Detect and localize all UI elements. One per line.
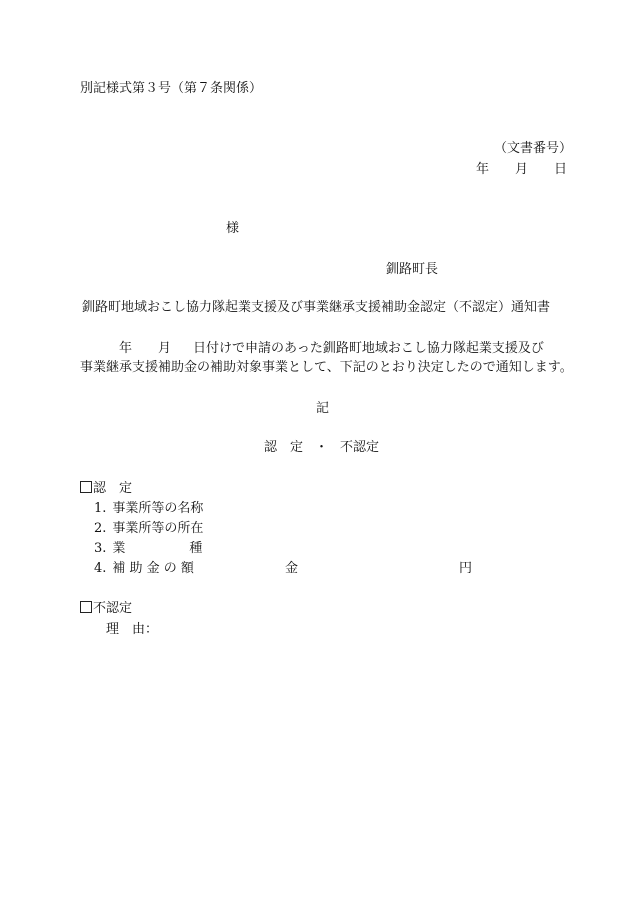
reject-checkbox[interactable] [80, 601, 92, 613]
body-line-1-text: 日付けで申請のあった釧路町地域おこし協力隊起業支援及び [193, 341, 544, 356]
item-2-text: 事業所等の所在 [112, 521, 204, 536]
approve-section-header [80, 481, 132, 497]
ki-heading: 記 [316, 401, 330, 416]
sender: 釧路町長 [386, 262, 439, 277]
item-2-num: 2. [94, 521, 107, 536]
date-year: 年 [476, 162, 490, 177]
decision-line [264, 440, 379, 456]
body-year: 年 [119, 341, 133, 356]
date-line [476, 162, 567, 178]
notice-title: 釧路町地域おこし協力隊起業支援及び事業継承支援補助金認定（不認定）通知書 [82, 300, 551, 315]
item-2 [94, 521, 203, 537]
item-3-text-b: 種 [189, 541, 203, 556]
item-3 [94, 541, 202, 557]
body-line-1 [119, 341, 544, 357]
approve-checkbox[interactable] [80, 481, 92, 493]
item-4 [94, 561, 194, 577]
item-4-text: 補 助 金 の 額 [112, 561, 194, 576]
amount-kin: 金 [285, 561, 299, 576]
decision-reject: 不認定 [340, 440, 380, 455]
item-4-num: 4. [94, 561, 107, 576]
item-3-num: 3. [94, 541, 107, 556]
amount-yen: 円 [459, 561, 473, 576]
document-number: （文書番号） [494, 141, 573, 156]
reason-label: 理 由： [106, 622, 159, 637]
item-3-text-a: 業 [112, 541, 126, 556]
item-1-num: 1. [94, 501, 107, 516]
item-1 [94, 501, 203, 517]
body-month: 月 [158, 341, 172, 356]
reject-section-header [80, 601, 132, 617]
date-month: 月 [515, 162, 529, 177]
decision-dot: ・ [315, 440, 329, 455]
approve-label: 認 定 [93, 481, 133, 496]
item-1-text: 事業所等の名称 [112, 501, 204, 516]
form-number: 別記様式第３号（第７条関係） [80, 81, 263, 96]
reject-label: 不認定 [93, 601, 133, 616]
addressee: 様 [226, 221, 240, 236]
decision-approve: 認 定 [264, 440, 304, 455]
body-line-2: 事業継承支援補助金の補助対象事業として、下記のとおり決定したので通知します。 [80, 360, 573, 375]
date-day: 日 [554, 162, 568, 177]
